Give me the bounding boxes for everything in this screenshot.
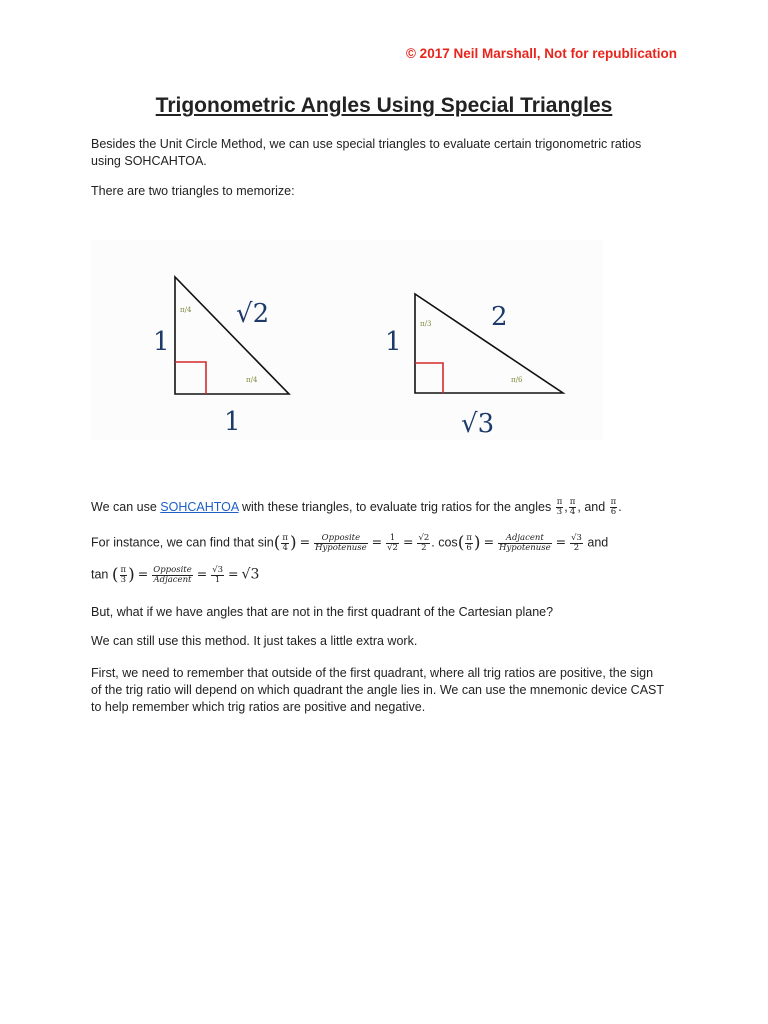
sohcahtoa-link[interactable]: SOHCAHTOA: [160, 499, 239, 514]
special-triangles-figure: [91, 240, 603, 440]
and-word: and: [584, 499, 606, 514]
tan-ratio: $\frac{\text{Opposite}}{\text{Adjacent}}$: [153, 564, 192, 585]
instance-sentence: For instance, we can find that sin( $\frac{\pi}{4}$ ) = $\frac{\text{Opposite}}{\text{Hypotenuse}}$ = $\frac{1}{√2}$ = $\frac{√2}{2}$ . cos( $\frac{\pi}{6}$ ) = $\frac{\text{Adjacent}}{\text{Hypotenuse}}$ = $\frac{√3}{2}$ and: [91, 532, 609, 553]
intro-line-2: using SOHCAHTOA.: [91, 154, 207, 168]
triangle-45-hypotenuse: √2: [236, 299, 270, 329]
memorize-text: There are two triangles to memorize:: [91, 184, 295, 198]
angle-pi-6: $\frac{\pi}{6}$: [610, 497, 617, 517]
triangle-45-angle-top: π/4: [180, 306, 192, 314]
instance-prefix: For instance, we can find that sin: [91, 535, 274, 550]
and-word-2: and: [587, 535, 609, 550]
intro-paragraph: [91, 136, 691, 170]
triangle-30-angle-bottom: π/6: [511, 376, 523, 384]
right-angle-marker: [175, 362, 206, 394]
triangles-svg: [91, 240, 603, 440]
cos-ratio: $\frac{\text{Adjacent}}{\text{Hypotenuse}}$: [499, 532, 551, 553]
copyright-notice: © 2017 Neil Marshall, Not for republication: [405, 46, 677, 61]
angle-pi-4: $\frac{\pi}{4}$: [569, 497, 576, 517]
triangle-45-leg-left: 1: [153, 327, 170, 357]
sin-ratio: $\frac{\text{Opposite}}{\text{Hypotenuse}}$: [315, 532, 367, 553]
intro-line-1: Besides the Unit Circle Method, we can use special triangles to evaluate certain trigonometric ratios: [91, 137, 642, 151]
question-paragraph: But, what if we have angles that are not in the first quadrant of the Cartesian plane?: [91, 605, 554, 619]
triangle-30-hypotenuse: 2: [491, 302, 508, 332]
triangle-45-leg-bottom: 1: [224, 407, 241, 437]
use-prefix: We can use: [91, 499, 161, 514]
quadrant-paragraph: [91, 665, 691, 716]
quadrant-line-1: First, we need to remember that outside of the first quadrant, where all trig ratios are positive, the sign: [91, 666, 654, 680]
triangle-30-leg-bottom: √3: [461, 409, 495, 439]
use-suffix: with these triangles, to evaluate trig ratios for the angles: [238, 499, 552, 514]
cos-word: cos: [438, 535, 458, 550]
page-title: Trigonometric Angles Using Special Triangles: [155, 94, 613, 117]
tan-word: tan: [91, 567, 109, 582]
quadrant-line-3: to help remember which trig ratios are positive and negative.: [91, 700, 426, 714]
tan-sentence: tan ( $\frac{\pi}{3}$ ) = $\frac{\text{Opposite}}{\text{Adjacent}}$ = $\frac{√3}{1}$ = √3: [91, 564, 260, 585]
still-use-paragraph: We can still use this method. It just takes a little extra work.: [91, 634, 418, 648]
sohcahtoa-sentence: We can use SOHCAHTOA with these triangles, to evaluate trig ratios for the angles $\frac{\pi}{3}$ , $\frac{\pi}{4}$ , and $\frac{\pi}{6}$ .: [91, 497, 622, 517]
triangle-45-45-90: [153, 277, 289, 437]
angle-pi-3: $\frac{\pi}{3}$: [556, 497, 563, 517]
triangle-30-leg-left: 1: [385, 327, 402, 357]
quadrant-line-2: of the trig ratio will depend on which quadrant the angle lies in. We can use the mnemonic device CAST: [91, 683, 665, 697]
right-angle-marker-2: [415, 363, 443, 393]
triangle-30-60-90: [385, 294, 563, 439]
triangle-30-angle-top: π/3: [420, 320, 432, 328]
triangle-45-angle-bottom: π/4: [246, 376, 258, 384]
